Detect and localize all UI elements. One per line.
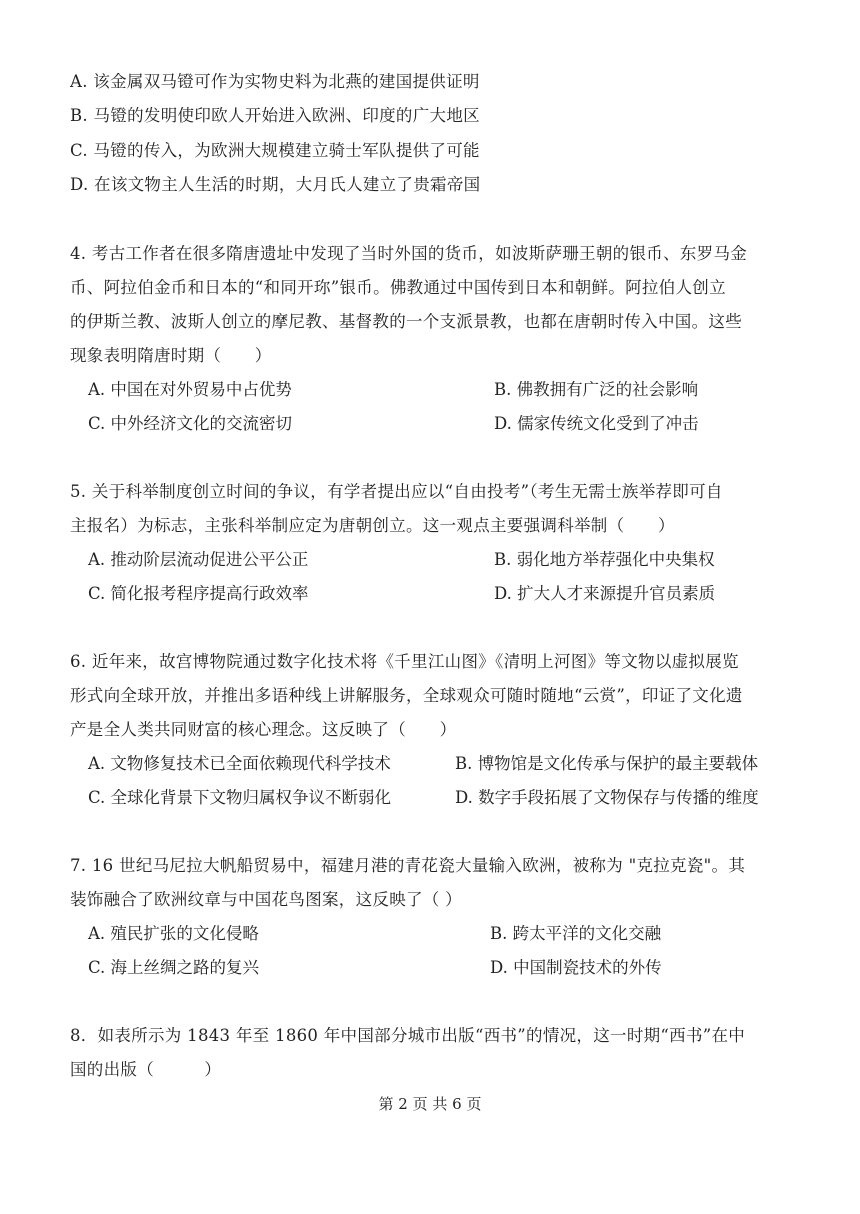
q4-stem-line-2: 币、阿拉伯金币和日本的“和同开珎”银币。佛教通过中国传到日本和朝鲜。阿拉伯人创立 bbox=[70, 278, 726, 297]
page-number-footer: 第 2 页 共 6 页 bbox=[378, 1095, 482, 1113]
q3-option-b: B. 马镫的发明使印欧人开始进入欧洲、印度的广大地区 bbox=[70, 106, 480, 125]
q7-option-d: D. 中国制瓷技术的外传 bbox=[490, 958, 662, 977]
q6-option-d: D. 数字手段拓展了文物保存与传播的维度 bbox=[455, 788, 759, 807]
q6-stem-line-3: 产是全人类共同财富的核心理念。这反映了（ ） bbox=[70, 720, 457, 739]
q6-option-a: A. 文物修复技术已全面依赖现代科学技术 bbox=[88, 754, 391, 773]
q7-stem-line-2: 装饰融合了欧洲纹章与中国花鸟图案，这反映了（ ） bbox=[70, 890, 462, 909]
q3-option-c: C. 马镫的传入，为欧洲大规模建立骑士军队提供了可能 bbox=[70, 141, 480, 160]
q5-option-a: A. 推动阶层流动促进公平公正 bbox=[88, 550, 309, 569]
q4-option-d: D. 儒家传统文化受到了冲击 bbox=[494, 414, 699, 433]
q8-stem-line-2: 国的出版（ ） bbox=[70, 1060, 222, 1079]
q3-option-d: D. 在该文物主人生活的时期，大月氏人建立了贵霜帝国 bbox=[70, 175, 481, 194]
q5-stem-line-2: 主报名）为标志，主张科举制应定为唐朝创立。这一观点主要强调科举制（ ） bbox=[70, 516, 675, 535]
q3-option-a: A. 该金属双马镫可作为实物史料为北燕的建国提供证明 bbox=[70, 72, 480, 91]
q5-stem-line-1: 5. 关于科举制度创立时间的争议，有学者提出应以“自由投考”（考生无需士族举荐即可自 bbox=[70, 482, 723, 501]
q5-option-d: D. 扩大人才来源提升官员素质 bbox=[494, 584, 716, 603]
q4-option-a: A. 中国在对外贸易中占优势 bbox=[88, 380, 292, 399]
q6-option-c: C. 全球化背景下文物归属权争议不断弱化 bbox=[88, 788, 392, 807]
q4-stem-line-1: 4. 考古工作者在很多隋唐遗址中发现了当时外国的货币，如波斯萨珊王朝的银币、东罗马金 bbox=[70, 244, 748, 263]
q4-stem-line-4: 现象表明隋唐时期（ ） bbox=[70, 346, 272, 365]
q8-stem-line-1: 8．如表所示为 1843 年至 1860 年中国部分城市出版“西书”的情况，这一时期“西书”在中 bbox=[70, 1026, 746, 1045]
q6-stem-line-2: 形式向全球开放，并推出多语种线上讲解服务，全球观众可随时随地“云赏”，印证了文化遗 bbox=[70, 686, 743, 705]
q6-stem-line-1: 6. 近年来，故宫博物院通过数字化技术将《千里江山图》《清明上河图》等文物以虚拟展览 bbox=[70, 652, 739, 671]
q5-option-c: C. 简化报考程序提高行政效率 bbox=[88, 584, 309, 603]
q4-option-c: C. 中外经济文化的交流密切 bbox=[88, 414, 293, 433]
q4-stem-line-3: 的伊斯兰教、波斯人创立的摩尼教、基督教的一个支派景教，也都在唐朝时传入中国。这些 bbox=[70, 312, 742, 331]
q7-option-b: B. 跨太平洋的文化交融 bbox=[490, 924, 662, 943]
q7-option-c: C. 海上丝绸之路的复兴 bbox=[88, 958, 260, 977]
q6-option-b: B. 博物馆是文化传承与保护的最主要载体 bbox=[455, 754, 759, 773]
q5-option-b: B. 弱化地方举荐强化中央集权 bbox=[494, 550, 715, 569]
q7-option-a: A. 殖民扩张的文化侵略 bbox=[88, 924, 259, 943]
q7-stem-line-1: 7. 16 世纪马尼拉大帆船贸易中，福建月港的青花瓷大量输入欧洲，被称为 "克拉克瓷"。其 bbox=[70, 856, 746, 875]
q4-option-b: B. 佛教拥有广泛的社会影响 bbox=[494, 380, 699, 399]
